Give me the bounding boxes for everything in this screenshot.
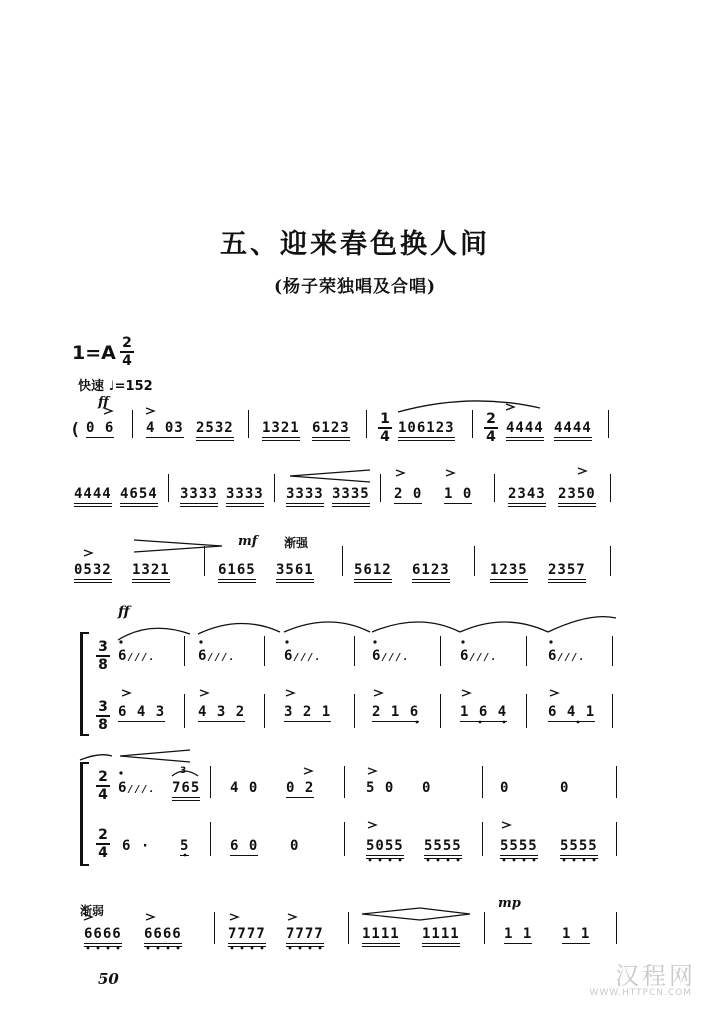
watermark-logo: 汉程网: [615, 962, 696, 990]
notes-s1b-m4: 2 1 6: [372, 704, 420, 720]
diminuendo-text: 渐弱: [80, 904, 105, 918]
time-signature-main: 2 4: [120, 336, 134, 368]
notes-s2b-m3a: 5055: [366, 838, 404, 859]
notes-s1b-m5: 1 6 4: [460, 704, 508, 720]
tremolo-note-4: 6///.: [372, 648, 410, 664]
crescendo-hairpin: [362, 908, 420, 920]
notes-s2b-m4b: 5555: [560, 838, 598, 859]
notes-r2-m3a: 3333: [286, 486, 324, 507]
open-paren: (: [70, 420, 82, 440]
tremolo-note-5: 6///.: [460, 648, 498, 664]
diminuendo-hairpin: [420, 908, 470, 920]
time-signature-2-4-top: 2 4: [96, 770, 110, 802]
page-number: 50: [98, 970, 119, 988]
notes-s2b-m1a: 6 ·: [122, 838, 151, 854]
time-signature-2-4-bottom: 2 4: [96, 828, 110, 860]
notes-r2-m4a: 2 0: [394, 486, 423, 502]
notes-s1b-m1: 6 4 3: [118, 704, 166, 720]
notes-s2t-m4b: 0: [560, 780, 570, 796]
notes-s2t-m2b: 0 2: [286, 780, 315, 796]
triplet-mark: 3: [180, 766, 187, 776]
notes-rl-m3b: 1111: [422, 926, 460, 947]
notes-r3-m3b: 6123: [412, 562, 450, 583]
time-signature-1-4: 1 4: [378, 412, 392, 444]
triplet-arc: [172, 771, 198, 776]
notes-rl-m3a: 1111: [362, 926, 400, 947]
notes-r3-m1a: 0532: [74, 562, 112, 583]
notes-r2-m5b: 2350: [558, 486, 596, 507]
notes-r2-m2b: 3333: [226, 486, 264, 507]
notes-s2b-m3b: 5555: [424, 838, 462, 859]
notes-s1b-m3: 3 2 1: [284, 704, 332, 720]
key-signature: 1=A: [72, 342, 116, 364]
notes-r3-m1b: 1321: [132, 562, 170, 583]
crescendo-text: 渐强: [284, 536, 309, 550]
notes-rl-m4a: 1 1: [504, 926, 533, 942]
page-title: 五、迎来春色换人间: [220, 229, 490, 260]
notes-r1-m4a: 4444: [506, 420, 544, 441]
dynamic-mp: mp: [498, 896, 521, 911]
notes-s2t-m3b: 0: [422, 780, 432, 796]
notes-r1-m4b: 4444: [554, 420, 592, 441]
watermark-url: WWW.HTTPCN.COM: [589, 988, 692, 998]
notes-r2-m2a: 3333: [180, 486, 218, 507]
notes-s2t-m4a: 0: [500, 780, 510, 796]
notes-rl-m1b: 6666: [144, 926, 182, 947]
notes-r2-m4b: 1 0: [444, 486, 473, 502]
notes-rl-m1a: 6666: [84, 926, 122, 947]
notes-r3-m2b: 3561: [276, 562, 314, 583]
tempo-marking: 快速 ♩=152: [78, 379, 153, 394]
dynamic-ff-system: ff: [118, 604, 130, 620]
notes-rl-m2b: 7777: [286, 926, 324, 947]
slur: [118, 628, 190, 640]
dynamic-ff: ff: [98, 395, 109, 410]
notes-r2-m1b: 4654: [120, 486, 158, 507]
notes-r2-m5a: 2343: [508, 486, 546, 507]
time-signature-3-8-bottom: 3 8: [96, 700, 110, 732]
slur: [548, 617, 616, 632]
notes-r2-m3b: 3335: [332, 486, 370, 507]
notes-r1-m2a: 1321: [262, 420, 300, 441]
tremolo-note-3: 6///.: [284, 648, 322, 664]
notes-r3-m4a: 1235: [490, 562, 528, 583]
slur: [460, 622, 548, 632]
accent-marks: [84, 404, 586, 920]
slur: [198, 623, 280, 634]
tremolo-note-1: 6///.: [118, 648, 156, 664]
notes-s2t-m2a: 4 0: [230, 780, 259, 796]
crescendo-hairpin: [290, 470, 370, 482]
slur: [284, 622, 370, 632]
notes-s2b-m4a: 5555: [500, 838, 538, 859]
slur: [80, 755, 112, 760]
time-signature-2-4: 2 4: [484, 412, 498, 444]
crescendo-hairpin: [120, 750, 190, 762]
notes-r1-m1b: 2532: [196, 420, 234, 441]
time-signature-3-8-top: 3 8: [96, 640, 110, 672]
notes-r3-m2a: 6165: [218, 562, 256, 583]
notes-r3-m3a: 5612: [354, 562, 392, 583]
notes-r3-m4b: 2357: [548, 562, 586, 583]
tremolo-note-6: 6///.: [548, 648, 586, 664]
notes-s2t-m1a: 6///.: [118, 780, 156, 796]
notes-s2t-m3a: 5 0: [366, 780, 395, 796]
octave-dots: [87, 640, 596, 949]
notes-s2b-m2a: 6 0: [230, 838, 259, 854]
tremolo-note-2: 6///.: [198, 648, 236, 664]
notes-s2b-m2b: 0: [290, 838, 300, 854]
page-subtitle: (杨子荣独唱及合唱): [273, 277, 437, 297]
notes-s2b-m1b: 5: [180, 838, 190, 854]
notes-r1-m3: 106123: [398, 420, 455, 441]
notes-r1-m2b: 6123: [312, 420, 350, 441]
notes-r1-m1a: 4 03: [146, 420, 184, 436]
notes-s2t-m1b: 765: [172, 780, 200, 801]
notes-rl-m4b: 1 1: [562, 926, 591, 942]
slur: [372, 622, 460, 632]
slur: [398, 401, 540, 412]
diminuendo-hairpin: [134, 540, 222, 552]
notes-r1-m0: 0 6: [86, 420, 115, 436]
dynamic-mf: mf: [238, 534, 258, 549]
notes-s1b-m6: 6 4 1: [548, 704, 596, 720]
notes-s1b-m2: 4 3 2: [198, 704, 246, 720]
notes-r2-m1a: 4444: [74, 486, 112, 507]
notes-rl-m2a: 7777: [228, 926, 266, 947]
